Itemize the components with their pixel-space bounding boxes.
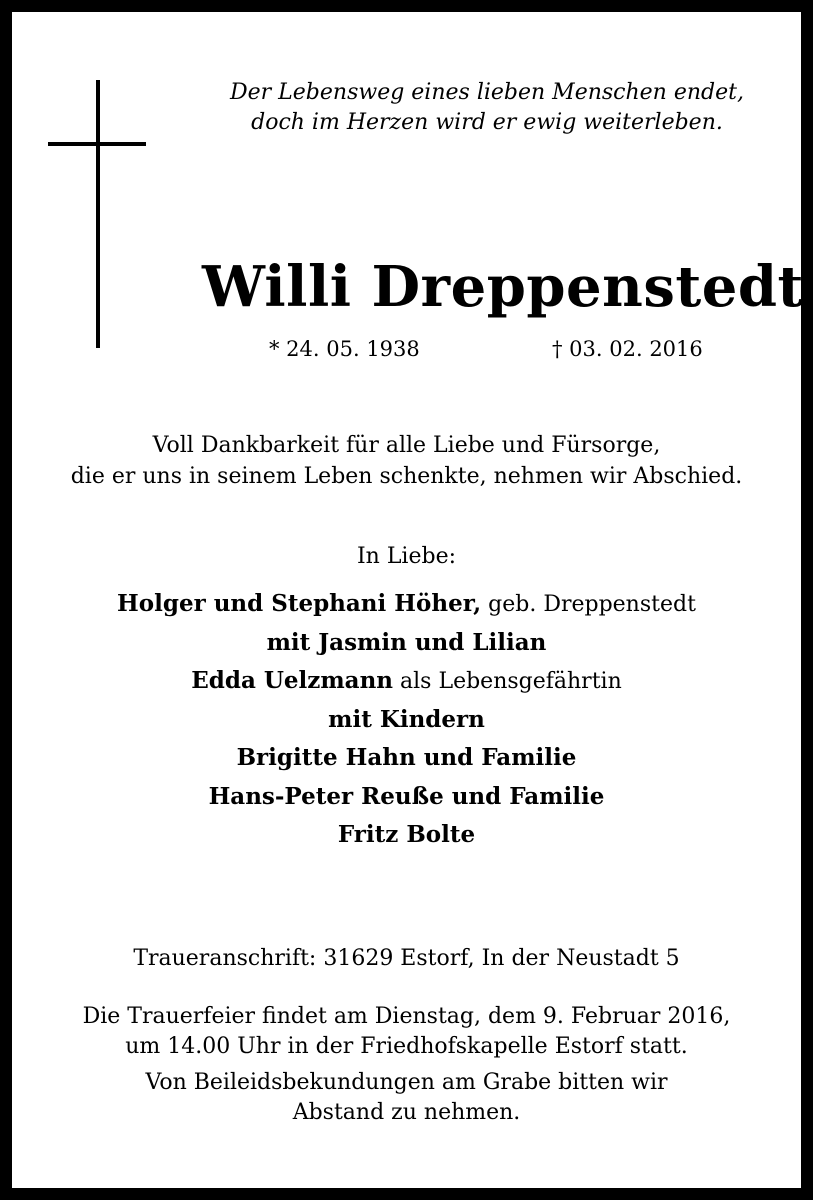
condolence-line: Abstand zu nehmen. [292, 1100, 521, 1125]
mourner-note: als Lebensgefährtin [393, 669, 622, 694]
cross-icon-bar [48, 142, 146, 146]
mourner-name: Hans-Peter Reuße und Familie [208, 782, 605, 810]
ceremony-line: um 14.00 Uhr in der Friedhofskapelle Estorf statt. [125, 1034, 688, 1059]
mourner-name: Edda Uelzmann [191, 667, 394, 694]
motto [212, 78, 762, 138]
obituary-card [12, 12, 804, 1188]
mourner-row [12, 701, 801, 740]
mourning-address: Traueranschrift: 31629 Estorf, In der Neustadt 5 [133, 946, 680, 971]
condolence-note [12, 1068, 801, 1128]
thanks-text [12, 430, 801, 492]
mourner-row [12, 816, 801, 855]
ceremony-line: Die Trauerfeier findet am Dienstag, dem 9. Februar 2016, [82, 1004, 731, 1029]
mourner-row [12, 739, 801, 778]
mourners-list [12, 585, 801, 855]
in-liebe-heading: In Liebe: [356, 544, 457, 569]
mourner-name: Fritz Bolte [337, 821, 476, 848]
mourner-name: mit Kindern [328, 705, 485, 733]
deceased-name: Willi Dreppenstedt [202, 254, 804, 320]
mourner-name: Brigitte Hahn und Familie [236, 744, 577, 771]
ceremony-info [12, 1002, 801, 1062]
thanks-line: Voll Dankbarkeit für alle Liebe und Fürsorge, [152, 433, 661, 458]
mourner-row [12, 624, 801, 663]
mourner-row [12, 662, 801, 701]
birth-date: * 24. 05. 1938 [269, 337, 420, 361]
mourner-note: geb. Dreppenstedt [481, 592, 696, 617]
motto-line: Der Lebensweg eines lieben Menschen endet, [230, 80, 744, 105]
mourner-name: Holger und Stephani Höher, [117, 590, 482, 617]
death-date: † 03. 02. 2016 [552, 337, 703, 361]
mourner-name: mit Jasmin und Lilian [266, 628, 547, 656]
cross-icon [96, 80, 100, 348]
mourner-row [12, 585, 801, 624]
mourner-row [12, 778, 801, 817]
thanks-line: die er uns in seinem Leben schenkte, nehmen wir Abschied. [70, 464, 743, 489]
motto-line: doch im Herzen wird er ewig weiterleben. [251, 110, 723, 135]
condolence-line: Von Beileidsbekundungen am Grabe bitten wir [145, 1070, 668, 1095]
